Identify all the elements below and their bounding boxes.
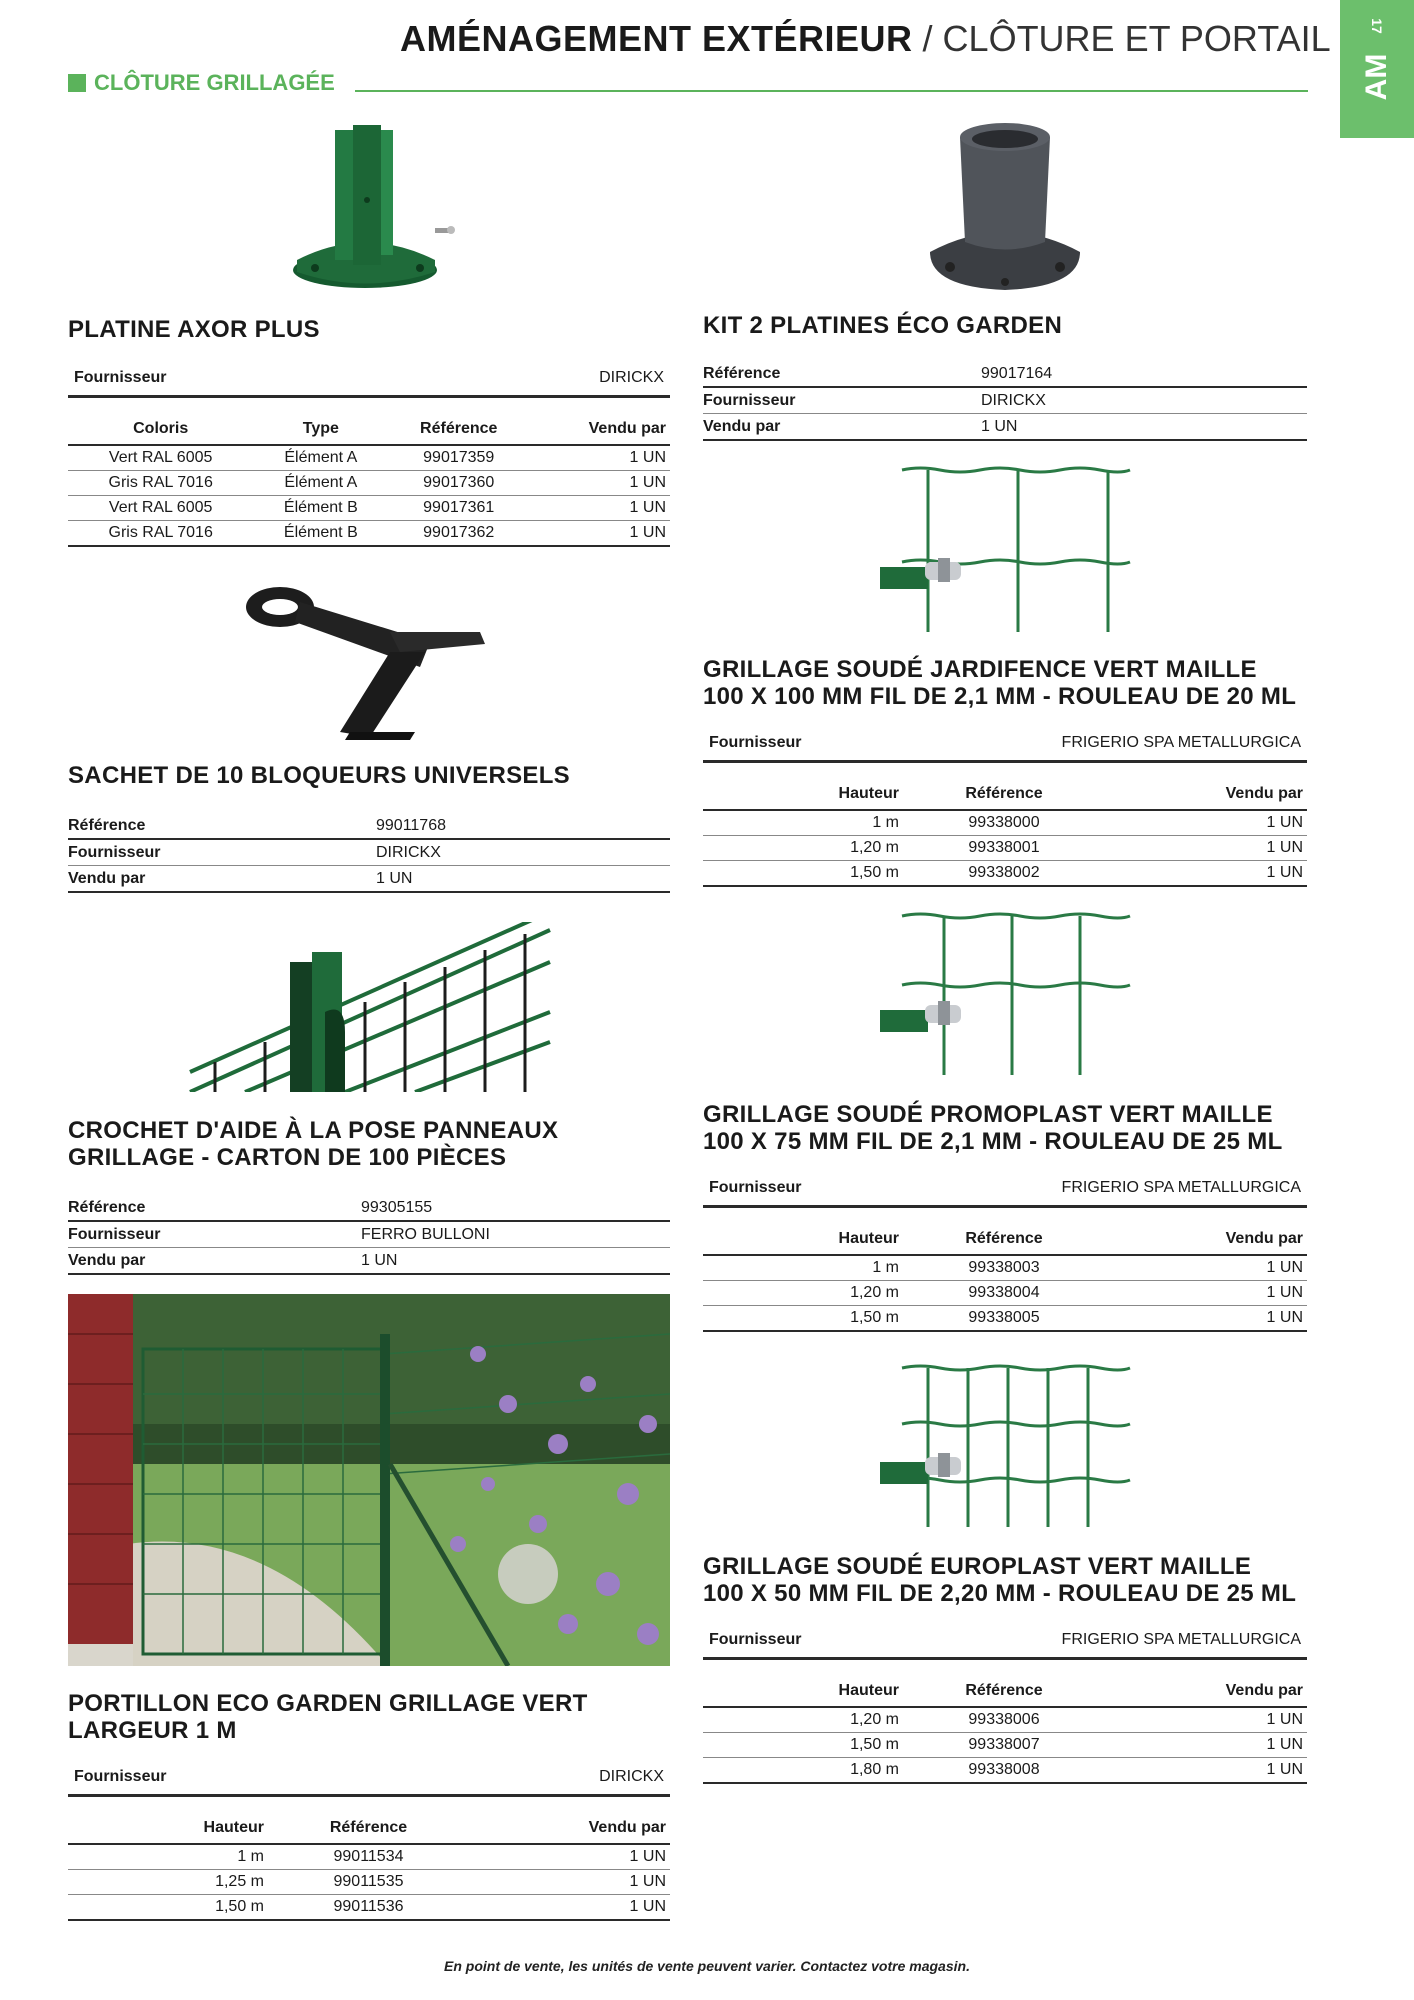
info-value: 99305155 [361, 1195, 670, 1221]
column-header: Type [253, 418, 388, 445]
table-cell: 1,20 m [703, 1281, 903, 1306]
table-cell: 99017360 [388, 471, 529, 496]
table-cell: 1 m [703, 810, 903, 836]
table-row [68, 471, 670, 496]
table-cell: 1 UN [1105, 1707, 1307, 1733]
table-cell: 99017359 [388, 445, 529, 471]
mesh-100x75-illustration [880, 910, 1140, 1080]
table-cell: 99338004 [903, 1281, 1105, 1306]
portillon-photo [68, 1294, 670, 1666]
table-header-row [703, 783, 1307, 810]
table-cell: 99011534 [268, 1844, 469, 1870]
table-cell: 1 m [703, 1255, 903, 1281]
table-cell: 99017361 [388, 496, 529, 521]
table-cell: 1,50 m [68, 1895, 268, 1921]
bloqueur-illustration [240, 572, 500, 742]
table-cell: 1 UN [1105, 810, 1307, 836]
table-cell: 99338007 [903, 1733, 1105, 1758]
mesh-100x50-illustration [880, 1362, 1140, 1532]
table-cell: 1,20 m [703, 1707, 903, 1733]
info-label: Référence [703, 361, 981, 387]
table-row [68, 1870, 670, 1895]
supplier-label: Fournisseur [709, 734, 802, 751]
table-cell: 99338003 [903, 1255, 1105, 1281]
table-cell: 99338001 [903, 836, 1105, 861]
column-header: Hauteur [703, 1680, 903, 1707]
table-cell: 1 UN [469, 1844, 670, 1870]
variants-table [703, 783, 1307, 887]
chapter-code: AM [1360, 53, 1393, 101]
product-title-line1: PORTILLON ECO GARDEN GRILLAGE VERT [68, 1690, 588, 1717]
platine-grey-illustration [920, 122, 1090, 292]
supplier-value: FRIGERIO SPA METALLURGICA [1061, 1631, 1301, 1648]
info-label: Vendu par [703, 414, 981, 441]
table-cell: Élément B [253, 521, 388, 547]
promoplast-block [703, 1101, 1307, 1332]
section-heading-label: CLÔTURE GRILLAGÉE [94, 70, 335, 95]
supplier-row [703, 730, 1307, 763]
table-row [703, 361, 1307, 387]
table-cell: 1,20 m [703, 836, 903, 861]
product-title: PLATINE AXOR PLUS [68, 316, 320, 343]
table-row [68, 1248, 670, 1275]
table-header-row [703, 1228, 1307, 1255]
table-cell: 99338005 [903, 1306, 1105, 1332]
table-cell: 99017362 [388, 521, 529, 547]
table-cell: Gris RAL 7016 [68, 521, 253, 547]
table-row [703, 1733, 1307, 1758]
info-value: 99011768 [376, 813, 670, 839]
page-title-category: AMÉNAGEMENT EXTÉRIEUR [400, 18, 913, 59]
table-cell: Vert RAL 6005 [68, 496, 253, 521]
info-value: 99017164 [981, 361, 1307, 387]
table-row [703, 1758, 1307, 1784]
column-header: Référence [903, 783, 1105, 810]
column-header: Référence [903, 1228, 1105, 1255]
footnote: En point de vente, les unités de vente peuvent varier. Contactez votre magasin. [444, 1958, 970, 1974]
table-cell: 1 UN [469, 1870, 670, 1895]
table-row [703, 1255, 1307, 1281]
table-cell: 99338002 [903, 861, 1105, 887]
column-header: Hauteur [703, 783, 903, 810]
product-info-table [68, 813, 670, 893]
product-title-line2: GRILLAGE - CARTON DE 100 PIÈCES [68, 1144, 507, 1171]
supplier-value: FRIGERIO SPA METALLURGICA [1061, 1179, 1301, 1196]
promoplast-image [880, 910, 1140, 1080]
info-label: Vendu par [68, 1248, 361, 1275]
crochet-illustration [185, 922, 555, 1092]
info-value: 1 UN [361, 1248, 670, 1275]
europlast-image [880, 1362, 1140, 1532]
variants-table [703, 1680, 1307, 1784]
table-cell: 1,50 m [703, 1306, 903, 1332]
table-cell: Vert RAL 6005 [68, 445, 253, 471]
table-header-row [68, 418, 670, 445]
table-row [68, 1221, 670, 1248]
column-header: Vendu par [469, 1817, 670, 1844]
table-row [68, 813, 670, 839]
table-row [68, 1844, 670, 1870]
table-cell: 1,80 m [703, 1758, 903, 1784]
variants-table [68, 1817, 670, 1921]
table-row [703, 414, 1307, 441]
page-title-separator: / [912, 18, 943, 59]
table-cell: 1 UN [1105, 836, 1307, 861]
table-header-row [68, 1817, 670, 1844]
jardifence-block [703, 656, 1307, 887]
table-cell: 1 UN [529, 521, 670, 547]
product-info-table [68, 1195, 670, 1275]
product-title-line2: 100 X 100 MM FIL DE 2,1 MM - ROULEAU DE 20 ML [703, 683, 1297, 710]
kit-platines-image [920, 122, 1090, 292]
table-row [703, 1306, 1307, 1332]
supplier-row [703, 1627, 1307, 1660]
table-cell: Élément A [253, 445, 388, 471]
info-label: Vendu par [68, 866, 376, 893]
table-cell: 1,50 m [703, 1733, 903, 1758]
info-label: Fournisseur [68, 839, 376, 866]
table-row [703, 1281, 1307, 1306]
table-row [68, 1195, 670, 1221]
supplier-value: DIRICKX [599, 369, 664, 386]
table-row [703, 387, 1307, 414]
info-label: Référence [68, 813, 376, 839]
platine-axor-illustration [285, 120, 465, 295]
table-cell: 1 UN [1105, 1255, 1307, 1281]
page-title-subcategory: CLÔTURE ET PORTAIL [942, 18, 1331, 59]
section-heading [68, 70, 335, 96]
bloqueurs-image [240, 572, 500, 742]
portillon-block [68, 1690, 670, 1921]
supplier-row [68, 365, 670, 398]
product-title: KIT 2 PLATINES ÉCO GARDEN [703, 312, 1063, 339]
table-cell: 99011535 [268, 1870, 469, 1895]
product-title-line1: GRILLAGE SOUDÉ PROMOPLAST VERT MAILLE [703, 1101, 1273, 1128]
bloqueurs-block [68, 762, 670, 893]
section-square-icon [68, 74, 86, 92]
table-row [703, 810, 1307, 836]
variants-table [703, 1228, 1307, 1332]
table-cell: 1 UN [1105, 1281, 1307, 1306]
product-title-line2: 100 X 75 MM FIL DE 2,1 MM - ROULEAU DE 25 ML [703, 1128, 1283, 1155]
page-number: 17 [1369, 18, 1385, 34]
table-cell: Gris RAL 7016 [68, 471, 253, 496]
table-cell: 1 UN [529, 445, 670, 471]
supplier-row [68, 1764, 670, 1797]
table-cell: 1 m [68, 1844, 268, 1870]
table-row [68, 839, 670, 866]
table-header-row [703, 1680, 1307, 1707]
variants-table [68, 418, 670, 547]
table-cell: 1 UN [1105, 1758, 1307, 1784]
product-title: SACHET DE 10 BLOQUEURS UNIVERSELS [68, 762, 570, 789]
column-header: Vendu par [1105, 1228, 1307, 1255]
product-title-line2: 100 X 50 MM FIL DE 2,20 MM - ROULEAU DE 25 ML [703, 1580, 1297, 1607]
chapter-tab [1340, 0, 1414, 138]
info-value: 1 UN [981, 414, 1307, 441]
mesh-100x100-illustration [880, 462, 1140, 632]
column-header: Vendu par [529, 418, 670, 445]
product-title-line1: GRILLAGE SOUDÉ EUROPLAST VERT MAILLE [703, 1553, 1252, 1580]
table-cell: Élément B [253, 496, 388, 521]
info-label: Fournisseur [703, 387, 981, 414]
supplier-label: Fournisseur [709, 1631, 802, 1648]
crochet-block [68, 1117, 670, 1275]
column-header: Coloris [68, 418, 253, 445]
column-header: Vendu par [1105, 1680, 1307, 1707]
table-cell: 99338000 [903, 810, 1105, 836]
table-cell: 1 UN [1105, 1306, 1307, 1332]
table-row [703, 1707, 1307, 1733]
column-header: Hauteur [68, 1817, 268, 1844]
table-cell: Élément A [253, 471, 388, 496]
table-row [68, 1895, 670, 1921]
crochet-image [185, 922, 555, 1092]
column-header: Hauteur [703, 1228, 903, 1255]
table-cell: 99011536 [268, 1895, 469, 1921]
table-row [68, 866, 670, 893]
info-label: Fournisseur [68, 1221, 361, 1248]
garden-gate-photo [68, 1294, 670, 1666]
europlast-block [703, 1553, 1307, 1784]
column-header: Référence [903, 1680, 1105, 1707]
table-row [68, 496, 670, 521]
info-value: DIRICKX [376, 839, 670, 866]
info-value: 1 UN [376, 866, 670, 893]
info-value: DIRICKX [981, 387, 1307, 414]
supplier-label: Fournisseur [74, 1768, 167, 1785]
table-cell: 1 UN [1105, 1733, 1307, 1758]
supplier-label: Fournisseur [709, 1179, 802, 1196]
section-divider [355, 90, 1308, 92]
supplier-value: FRIGERIO SPA METALLURGICA [1061, 734, 1301, 751]
table-cell: 1 UN [1105, 861, 1307, 887]
table-row [703, 836, 1307, 861]
product-title-line2: LARGEUR 1 M [68, 1717, 237, 1744]
table-cell: 1 UN [469, 1895, 670, 1921]
product-title-line1: CROCHET D'AIDE À LA POSE PANNEAUX [68, 1117, 559, 1144]
table-cell: 1 UN [529, 471, 670, 496]
product-info-table [703, 361, 1307, 441]
table-row [68, 445, 670, 471]
kit-platines-block [703, 312, 1307, 441]
table-cell: 99338008 [903, 1758, 1105, 1784]
column-header: Référence [268, 1817, 469, 1844]
supplier-value: DIRICKX [599, 1768, 664, 1785]
info-label: Référence [68, 1195, 361, 1221]
table-row [703, 861, 1307, 887]
column-header: Vendu par [1105, 783, 1307, 810]
info-value: FERRO BULLONI [361, 1221, 670, 1248]
product-title-line1: GRILLAGE SOUDÉ JARDIFENCE VERT MAILLE [703, 656, 1257, 683]
table-cell: 99338006 [903, 1707, 1105, 1733]
supplier-row [703, 1175, 1307, 1208]
table-cell: 1 UN [529, 496, 670, 521]
table-cell: 1,25 m [68, 1870, 268, 1895]
column-header: Référence [388, 418, 529, 445]
supplier-label: Fournisseur [74, 369, 167, 386]
platine-axor-block [68, 316, 670, 547]
platine-axor-image [285, 120, 465, 295]
page-title [400, 18, 1331, 60]
table-cell: 1,50 m [703, 861, 903, 887]
jardifence-image [880, 462, 1140, 632]
table-row [68, 521, 670, 547]
